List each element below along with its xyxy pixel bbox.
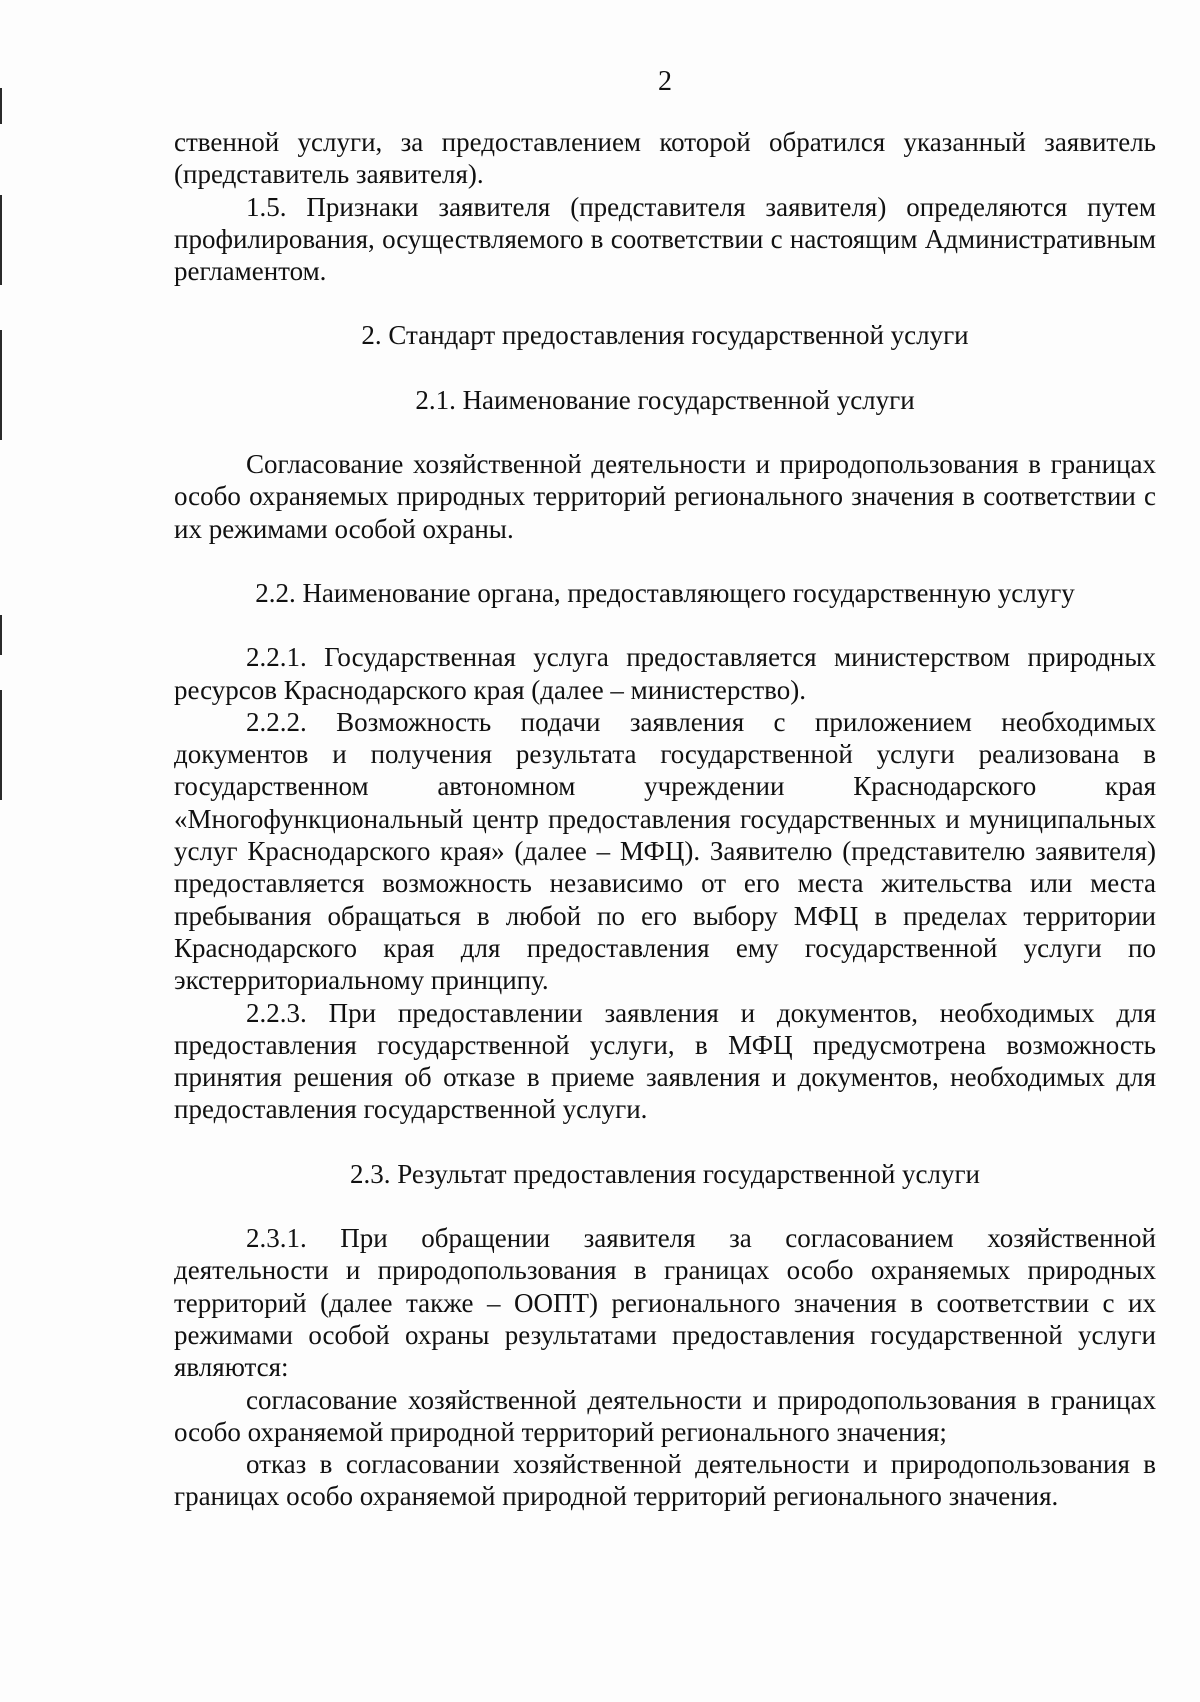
subsection-heading-2-2: 2.2. Наименование органа, предоставляющего государственную услугу xyxy=(255,577,1075,608)
paragraph-continuation: ственной услуги, за предоставлением которой обратился указанный заявитель (представитель заявителя). xyxy=(174,127,1156,190)
scan-edge-mark xyxy=(0,690,2,800)
page-number: 2 xyxy=(658,66,672,97)
paragraph-2-3-1: 2.3.1. При обращении заявителя за согласованием хозяйственной деятельности и природопользования в границах особо охраняемых природных территорий (далее также – ООПТ) регионального значения в соответствии с их режимами особой охраны результатами предоставления государственной услуги являются: xyxy=(174,1223,1156,1383)
subsection-heading-2-3: 2.3. Результат предоставления государственной услуги xyxy=(349,1158,981,1189)
paragraph-result-approval: согласование хозяйственной деятельности и природопользования в границах особо охраняемой природной территорий регионального значения; xyxy=(174,1384,1156,1447)
paragraph-result-refusal: отказ в согласовании хозяйственной деятельности и природопользования в границах особо охраняемой природной территорий регионального значения. xyxy=(174,1449,1156,1512)
paragraph-2-2-1: 2.2.1. Государственная услуга предоставляется министерством природных ресурсов Краснодарского края (далее – министерство). xyxy=(174,642,1156,705)
paragraph-service-name: Согласование хозяйственной деятельности и природопользования в границах особо охраняемых природных территорий регионального значения в соответствии с их режимами особой охраны. xyxy=(174,449,1156,544)
scan-edge-mark xyxy=(0,195,2,285)
subsection-heading-2-1: 2.1. Наименование государственной услуги xyxy=(415,384,915,415)
paragraph-2-2-2: 2.2.2. Возможность подачи заявления с приложением необходимых документов и получения результата государственной услуги реализована в государственном автономном учреждении Краснодарского края «Многофункциональный центр предоставления государственных и муниципальных услуг Краснодарского края» (далее – МФЦ). Заявителю (представителю заявителя) предоставляется возможность независимо от его места жительства или места пребывания обращаться в любой по его выбору МФЦ в пределах территории Краснодарского края для предоставления ему государственной услуги по экстерриториальному принципу. xyxy=(174,706,1156,996)
section-heading-2: 2. Стандарт предоставления государственной услуги xyxy=(361,320,969,351)
document-body xyxy=(174,126,1156,1513)
paragraph-1-5: 1.5. Признаки заявителя (представителя заявителя) определяются путем профилирования, осуществляемого в соответствии с настоящим Административным регламентом. xyxy=(174,191,1156,287)
scan-edge-mark xyxy=(0,615,2,655)
scan-edge-mark xyxy=(0,330,2,440)
paragraph-2-2-3: 2.2.3. При предоставлении заявления и документов, необходимых для предоставления государственной услуги, в МФЦ предусмотрена возможность принятия решения об отказе в приеме заявления и документов, необходимых для предоставления государственной услуги. xyxy=(174,997,1156,1125)
